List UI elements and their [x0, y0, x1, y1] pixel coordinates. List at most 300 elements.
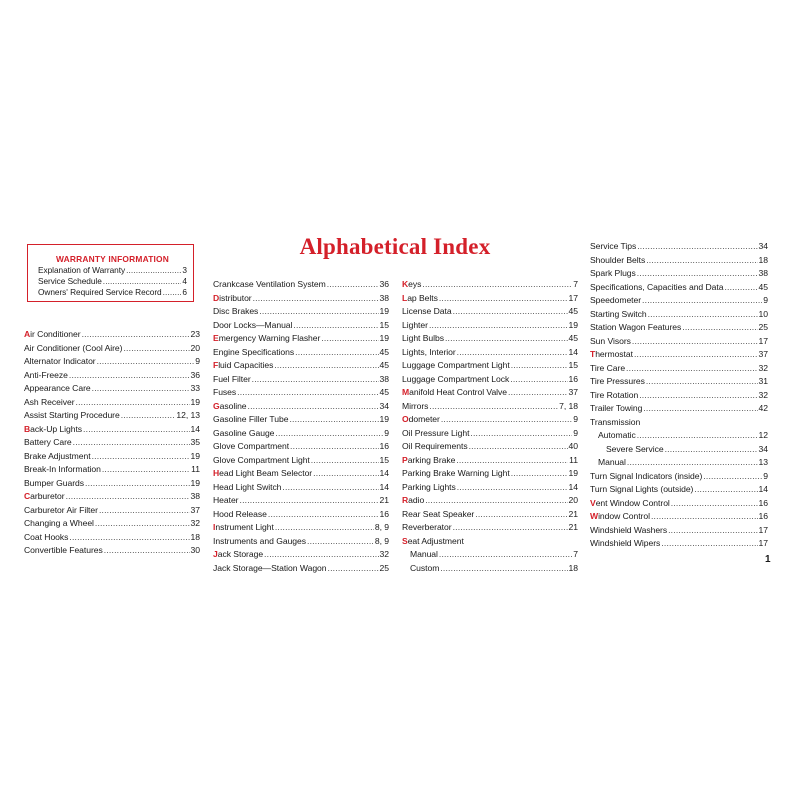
- dot-leader: [724, 281, 757, 295]
- entry-page-number: 38: [379, 292, 389, 303]
- entry-page-number: 36: [379, 279, 389, 289]
- dot-leader: [682, 321, 757, 335]
- entry-label: Convertible Features: [24, 545, 103, 555]
- entry-initial-letter: G: [213, 400, 220, 411]
- entry-page-number: 9: [763, 470, 768, 481]
- index-entry: [402, 454, 578, 468]
- dot-leader: [307, 535, 374, 549]
- dot-leader: [668, 524, 757, 538]
- dot-leader: [295, 346, 378, 360]
- entry-page-number: 14: [379, 481, 389, 492]
- dot-leader: [643, 402, 757, 416]
- entry-label-rest: nstrument Light: [215, 522, 274, 532]
- index-entry: [402, 413, 578, 427]
- index-entry: [402, 278, 578, 292]
- dot-leader: [457, 481, 568, 495]
- dot-leader: [661, 537, 757, 551]
- index-entry: [402, 521, 578, 535]
- entry-label: Custom: [410, 562, 440, 573]
- entry-label-rest: ent Window Control: [595, 497, 670, 508]
- dot-leader: [275, 427, 383, 441]
- entry-label: Head Light Switch: [213, 481, 282, 492]
- entry-label: Ash Receiver: [24, 396, 75, 407]
- entry-page-number: 11: [569, 454, 578, 465]
- entry-label: Anti-Freeze: [24, 369, 68, 380]
- entry-label: [213, 359, 273, 373]
- dot-leader: [429, 319, 568, 333]
- entry-initial-letter: F: [213, 360, 219, 370]
- index-entry: [213, 400, 389, 414]
- index-entry: [24, 369, 200, 383]
- dot-leader: [648, 308, 758, 322]
- entry-page-number: 15: [379, 454, 389, 465]
- dot-leader: [85, 477, 190, 491]
- dot-leader: [469, 440, 568, 454]
- entry-label-rest: ack Storage: [217, 549, 264, 559]
- entry-initial-letter: V: [590, 497, 596, 508]
- entry-label: Transmission: [590, 416, 641, 427]
- entry-label: Air Conditioner (Cool Aire): [24, 342, 123, 353]
- dot-leader: [69, 531, 189, 545]
- entry-label: [213, 400, 247, 414]
- dot-leader: [642, 294, 762, 308]
- entry-label-rest: ead Light Beam Selector: [219, 468, 313, 478]
- dot-leader: [651, 510, 758, 524]
- entry-page-number: 23: [190, 329, 200, 339]
- entry-initial-letter: L: [402, 292, 408, 303]
- entry-label: License Data: [402, 306, 452, 316]
- dot-leader: [457, 346, 568, 360]
- entry-label-rest: adio: [408, 495, 425, 505]
- entry-label: Assist Starting Procedure: [24, 410, 120, 420]
- entry-label: Oil Requirements: [402, 441, 468, 451]
- entry-page-number: 19: [379, 333, 389, 343]
- index-entry: [402, 481, 578, 495]
- entry-page-number: 34: [758, 241, 768, 251]
- entry-label: Light Bulbs: [402, 333, 444, 343]
- dot-leader: [637, 267, 758, 281]
- dot-leader: [66, 490, 190, 504]
- entry-label: Tire Care: [590, 362, 626, 373]
- entry-label: [402, 494, 424, 508]
- entry-label: Explanation of Warranty: [38, 264, 126, 275]
- entry-label: Turn Signal Lights (outside): [590, 484, 694, 494]
- dot-leader: [422, 278, 572, 292]
- entry-initial-letter: R: [402, 495, 409, 505]
- index-entry: [402, 319, 578, 333]
- entry-page-number: 11: [191, 464, 200, 474]
- index-entry: [213, 292, 389, 306]
- index-entry: [590, 497, 768, 511]
- index-entry: [213, 481, 389, 495]
- entry-label-rest: anifold Heat Control Valve: [409, 387, 508, 397]
- index-entry: [402, 427, 578, 441]
- dot-leader: [665, 443, 758, 457]
- index-entry: [402, 562, 578, 576]
- dot-leader: [252, 373, 379, 387]
- entry-page-number: 45: [758, 281, 768, 292]
- index-entry: [24, 463, 200, 477]
- entry-label-rest: indow Control: [598, 511, 650, 521]
- entry-page-number: 18: [190, 531, 200, 542]
- dot-leader: [439, 548, 572, 562]
- entry-label: [213, 292, 252, 306]
- entry-page-number: 31: [758, 376, 768, 386]
- entry-page-number: 45: [379, 387, 389, 397]
- entry-initial-letter: J: [213, 549, 218, 559]
- entry-label: Tire Pressures: [590, 376, 645, 386]
- index-entry: [402, 359, 578, 373]
- dot-leader: [627, 456, 758, 470]
- index-entry: [24, 531, 200, 545]
- entry-label: Lights, Interior: [402, 346, 456, 357]
- entry-page-number: 36: [190, 369, 200, 380]
- entry-label: Fuses: [213, 387, 237, 397]
- dot-leader: [293, 319, 378, 333]
- entry-label-rest: ir Conditioner: [30, 329, 81, 339]
- entry-label: [213, 467, 312, 481]
- dot-leader: [445, 332, 568, 346]
- dot-leader: [95, 517, 190, 531]
- entry-initial-letter: P: [402, 454, 408, 465]
- entry-page-number: 25: [758, 322, 768, 332]
- index-entry: [24, 436, 200, 450]
- dot-leader: [264, 548, 378, 562]
- page-title: Alphabetical Index: [299, 234, 491, 259]
- entry-label: Mirrors: [402, 400, 429, 411]
- index-entry: [590, 362, 768, 376]
- index-entry: [402, 400, 578, 414]
- entry-page-number: 19: [379, 306, 389, 316]
- entry-page-number: 8, 9: [374, 522, 389, 532]
- entry-page-number: 4: [182, 276, 187, 287]
- dot-leader: [694, 483, 757, 497]
- index-entry: [24, 328, 200, 342]
- index-entry: [24, 409, 200, 423]
- entry-label: Brake Adjustment: [24, 450, 91, 461]
- index-entry: [38, 287, 187, 298]
- dot-leader: [311, 454, 379, 468]
- entry-page-number: 19: [568, 468, 578, 478]
- index-entry: [402, 508, 578, 522]
- index-entry: [402, 548, 578, 562]
- index-entry: [402, 346, 578, 360]
- dot-leader: [456, 454, 568, 468]
- dot-leader: [470, 427, 572, 441]
- entry-page-number: 17: [758, 538, 768, 548]
- index-entry: [213, 386, 389, 400]
- dot-leader: [440, 562, 567, 576]
- index-entry: [402, 305, 578, 319]
- entry-label: Luggage Compartment Lock: [402, 373, 510, 384]
- dot-leader: [313, 467, 378, 481]
- entry-page-number: 17: [758, 335, 768, 346]
- entry-page-number: 37: [758, 349, 768, 359]
- index-column-1: [24, 328, 200, 558]
- entry-initial-letter: T: [590, 349, 596, 359]
- dot-leader: [73, 436, 190, 450]
- entry-label: [402, 454, 455, 468]
- entry-label-rest: eat Adjustment: [407, 535, 464, 546]
- entry-label: Coat Hooks: [24, 531, 69, 542]
- index-column-2: [213, 278, 389, 575]
- entry-label: [402, 413, 440, 427]
- entry-page-number: 40: [568, 441, 578, 451]
- index-entry: [213, 440, 389, 454]
- index-entry: [213, 359, 389, 373]
- index-entry: [213, 346, 389, 360]
- entry-label: Specifications, Capacities and Data: [590, 281, 724, 292]
- entry-label: [213, 548, 263, 562]
- dot-leader: [634, 348, 758, 362]
- entry-initial-letter: S: [402, 535, 408, 546]
- dot-leader: [510, 373, 567, 387]
- entry-label: Glove Compartment Light: [213, 454, 310, 465]
- index-entry: [213, 278, 389, 292]
- entry-label: Speedometer: [590, 295, 642, 305]
- entry-page-number: 9: [763, 295, 768, 305]
- entry-label: Door Locks—Manual: [213, 319, 293, 330]
- entry-page-number: 33: [190, 383, 200, 393]
- entry-page-number: 35: [190, 437, 200, 447]
- entry-page-number: 38: [379, 373, 389, 384]
- entry-label: [590, 348, 633, 362]
- entry-initial-letter: C: [24, 491, 31, 501]
- entry-page-number: 16: [758, 497, 768, 508]
- entry-page-number: 10: [758, 308, 768, 319]
- dot-leader: [289, 413, 378, 427]
- index-entry: [590, 537, 768, 551]
- entry-page-number: 21: [379, 495, 389, 505]
- dot-leader: [671, 497, 758, 511]
- index-entry: [24, 450, 200, 464]
- index-entry: [24, 544, 200, 558]
- entry-initial-letter: E: [213, 333, 219, 343]
- index-entry: [213, 467, 389, 481]
- entry-label: Windshield Washers: [590, 524, 668, 535]
- entry-page-number: 7: [573, 279, 578, 289]
- index-entry: [590, 375, 768, 389]
- entry-page-number: 12, 13: [176, 410, 200, 420]
- index-entry: [590, 443, 768, 457]
- entry-label: Heater: [213, 495, 239, 505]
- entry-initial-letter: D: [213, 292, 220, 303]
- entry-label: [402, 292, 438, 306]
- entry-page-number: 45: [379, 346, 389, 357]
- index-entry: [24, 355, 200, 369]
- entry-page-number: 45: [568, 333, 578, 343]
- entry-label: [402, 278, 421, 292]
- index-entry: [590, 321, 768, 335]
- dot-leader: [123, 342, 189, 356]
- index-entry: [213, 305, 389, 319]
- entry-label-rest: luid Capacities: [218, 360, 274, 370]
- entry-label: [213, 521, 274, 535]
- entry-label: Starting Switch: [590, 308, 647, 319]
- entry-page-number: 32: [379, 549, 389, 559]
- entry-label: Sun Visors: [590, 335, 631, 346]
- entry-label: [402, 535, 464, 549]
- entry-page-number: 38: [190, 491, 200, 501]
- entry-page-number: 21: [568, 522, 578, 532]
- index-entry: [590, 348, 768, 362]
- entry-page-number: 19: [379, 414, 389, 424]
- index-entry: [590, 281, 768, 295]
- entry-label: [24, 423, 82, 437]
- entry-page-number: 25: [379, 562, 389, 573]
- index-entry: [590, 308, 768, 322]
- index-entry: [213, 454, 389, 468]
- dot-leader: [103, 276, 182, 287]
- dot-leader: [237, 386, 378, 400]
- entry-page-number: 37: [568, 387, 578, 397]
- entry-page-number: 14: [190, 423, 200, 434]
- entry-label: Gasoline Gauge: [213, 427, 275, 438]
- index-entry: [213, 319, 389, 333]
- index-column-3: [402, 278, 578, 575]
- entry-label: [590, 497, 670, 511]
- entry-initial-letter: K: [402, 279, 409, 289]
- dot-leader: [453, 521, 568, 535]
- entry-page-number: 30: [190, 545, 200, 555]
- entry-label: Severe Service: [606, 443, 664, 454]
- entry-label: Gasoline Filler Tube: [213, 414, 289, 424]
- entry-initial-letter: M: [402, 387, 410, 397]
- index-entry: [24, 490, 200, 504]
- dot-leader: [453, 305, 568, 319]
- dot-leader: [240, 494, 379, 508]
- dot-leader: [637, 429, 758, 443]
- dot-leader: [646, 254, 757, 268]
- dot-leader: [327, 278, 379, 292]
- entry-page-number: 17: [758, 524, 768, 535]
- entry-label-rest: istributor: [219, 292, 252, 303]
- entry-label-rest: arburetor: [30, 491, 65, 501]
- index-entry: [213, 521, 389, 535]
- entry-label: Reverberator: [402, 522, 452, 532]
- entry-page-number: 18: [758, 254, 768, 265]
- dot-leader: [441, 413, 572, 427]
- page-number: 1: [765, 554, 771, 565]
- entry-label: Glove Compartment: [213, 441, 290, 451]
- entry-page-number: 32: [758, 389, 768, 400]
- index-entry: [590, 389, 768, 403]
- warranty-information-box: [27, 244, 194, 302]
- entry-label: [590, 510, 650, 524]
- dot-leader: [475, 508, 567, 522]
- index-entry: [590, 510, 768, 524]
- dot-leader: [97, 355, 195, 369]
- index-entry: [590, 240, 768, 254]
- entry-page-number: 16: [379, 441, 389, 451]
- dot-leader: [92, 382, 190, 396]
- dot-leader: [259, 305, 378, 319]
- entry-initial-letter: W: [590, 511, 599, 521]
- entry-label: Battery Care: [24, 437, 72, 447]
- index-entry: [213, 373, 389, 387]
- index-entry: [24, 342, 200, 356]
- entry-label: [24, 328, 81, 342]
- entry-label: Bumper Guards: [24, 477, 85, 488]
- index-entry: [213, 427, 389, 441]
- index-entry: [24, 396, 200, 410]
- index-entry: [402, 292, 578, 306]
- entry-label: Turn Signal Indicators (inside): [590, 470, 703, 481]
- dot-leader: [104, 544, 190, 558]
- dot-leader: [637, 240, 757, 254]
- entry-label: Fuel Filter: [213, 373, 251, 384]
- dot-leader: [646, 375, 758, 389]
- dot-leader: [429, 400, 558, 414]
- entry-label: Hood Release: [213, 508, 267, 519]
- entry-label: Lighter: [402, 319, 428, 330]
- entry-label: Engine Specifications: [213, 346, 295, 357]
- dot-leader: [268, 508, 379, 522]
- entry-label-rest: dometer: [408, 414, 440, 424]
- index-entry: [24, 477, 200, 491]
- entry-page-number: 19: [190, 396, 200, 407]
- entry-page-number: 32: [190, 518, 200, 528]
- entry-page-number: 9: [195, 356, 200, 366]
- index-entry: [402, 535, 578, 549]
- dot-leader: [639, 389, 757, 403]
- entry-label: Service Schedule: [38, 276, 102, 287]
- index-entry: [38, 265, 187, 276]
- entry-label-rest: ap Belts: [407, 292, 438, 303]
- dot-leader: [76, 396, 190, 410]
- entry-label: Shoulder Belts: [590, 254, 646, 265]
- dot-leader: [92, 450, 190, 464]
- entry-label: Break-In Information: [24, 464, 101, 474]
- index-entry: [402, 373, 578, 387]
- entry-label: Jack Storage—Station Wagon: [213, 562, 327, 573]
- index-entry: [24, 504, 200, 518]
- entry-label: Owners' Required Service Record: [38, 287, 162, 298]
- entry-label: [402, 386, 507, 400]
- index-entry: [213, 332, 389, 346]
- entry-label: Service Tips: [590, 241, 637, 251]
- dot-leader: [290, 440, 378, 454]
- dot-leader: [82, 328, 190, 342]
- entry-page-number: 7, 18: [559, 400, 578, 411]
- entry-initial-letter: I: [213, 522, 216, 532]
- dot-leader: [274, 359, 378, 373]
- dot-leader: [126, 265, 181, 276]
- entry-initial-letter: O: [402, 414, 409, 424]
- index-column-4: [590, 240, 768, 551]
- entry-page-number: 9: [573, 427, 578, 438]
- entry-label: Disc Brakes: [213, 306, 259, 316]
- index-entry: [590, 470, 768, 484]
- entry-page-number: 37: [190, 504, 200, 515]
- entry-label: [24, 490, 65, 504]
- entry-label-rest: mergency Warning Flasher: [218, 333, 321, 343]
- index-entry: [213, 494, 389, 508]
- entry-label: Carburetor Air Filter: [24, 504, 98, 515]
- entry-page-number: 9: [384, 427, 389, 438]
- dot-leader: [121, 409, 176, 423]
- index-entry: [213, 413, 389, 427]
- entry-page-number: 34: [758, 443, 768, 454]
- entry-label: Trailer Towing: [590, 403, 643, 413]
- dot-leader: [253, 292, 379, 306]
- index-entry: [590, 429, 768, 443]
- entry-label-rest: ack-Up Lights: [30, 423, 83, 434]
- index-entry: [24, 517, 200, 531]
- entry-label: Station Wagon Features: [590, 322, 682, 332]
- entry-label-rest: asoline: [219, 400, 247, 411]
- dot-leader: [83, 423, 189, 437]
